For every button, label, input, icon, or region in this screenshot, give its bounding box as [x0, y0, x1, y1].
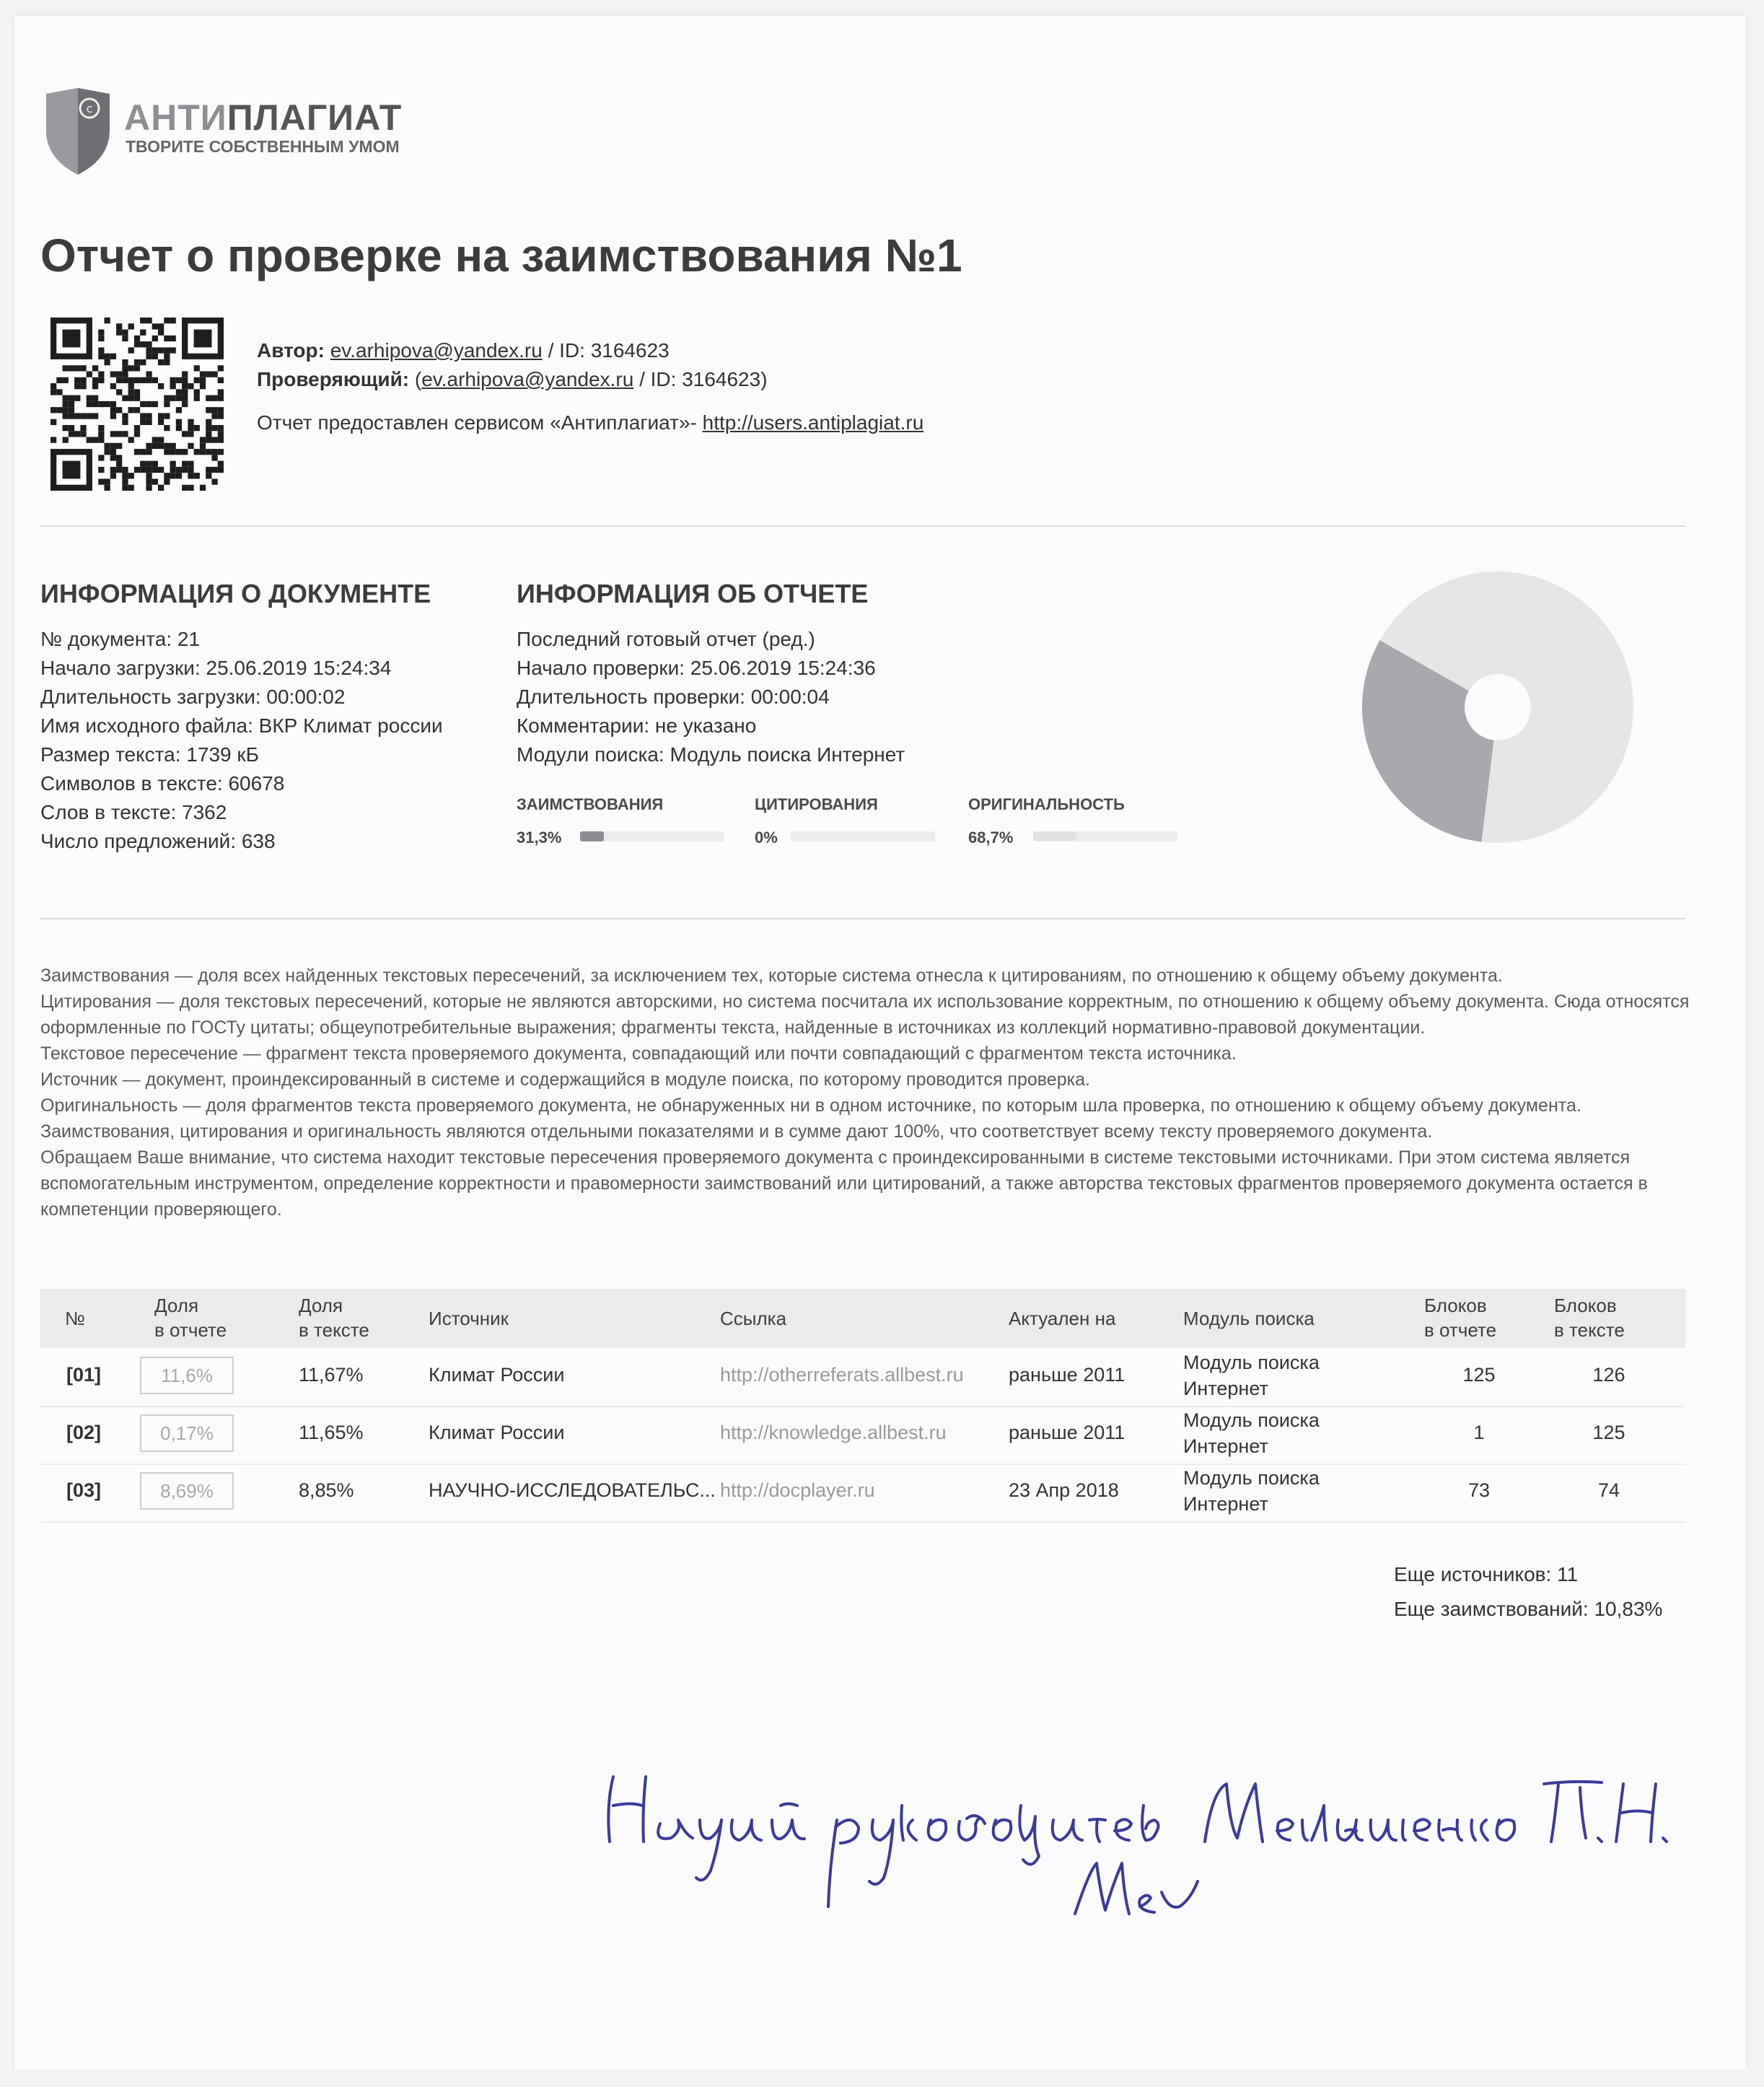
author-id: / ID: 3164623 [542, 339, 670, 362]
row-actual: раньше 2011 [1009, 1364, 1125, 1386]
qr-code [51, 318, 224, 491]
row-module [1183, 1349, 1320, 1401]
table-row[interactable] [40, 1348, 1685, 1407]
definition-paragraph: Заимствования, цитирования и оригинальность являются отдельными показателями и в сумме дают 100%, что соответствует всему тексту проверяемого документа. [40, 1121, 1433, 1142]
pie-center-hole [1465, 674, 1531, 740]
checker-id: / ID: 3164623) [633, 368, 768, 390]
row-share-report[interactable]: 11,6% [140, 1357, 234, 1394]
col-num-header: № [65, 1308, 85, 1329]
author-line [257, 339, 670, 362]
report-info-line: Последний готовый отчет (ред.) [517, 628, 815, 650]
sources-table-header [40, 1289, 1685, 1348]
doc-info-line: Имя исходного файла: ВКР Климат россии [40, 714, 443, 737]
col-blocks-report-header [1424, 1293, 1496, 1342]
row-share-text: 11,65% [299, 1422, 364, 1443]
originality-bar [1033, 831, 1177, 841]
col-actual-header: Актуален на [1009, 1308, 1116, 1329]
col-link-header: Ссылка [720, 1308, 787, 1329]
citation-value: 0% [755, 828, 778, 846]
logo-name [124, 97, 402, 139]
row-module-l1: Модуль поиска [1183, 1409, 1320, 1431]
page-title: Отчет о проверке на заимствования №1 [40, 229, 962, 281]
handwritten-signature [592, 1762, 1732, 1935]
checker-label: Проверяющий: [257, 368, 410, 390]
report-page [14, 16, 1746, 2070]
svg-text:c: c [86, 102, 93, 115]
row-num: [01] [66, 1364, 102, 1386]
originality-bar-fill [1033, 831, 1076, 841]
row-num: [03] [66, 1479, 102, 1501]
definition-paragraph: Источник — документ, проиндексированный в системе и содержащийся в модуле поиска, по которому проводится проверка. [40, 1069, 1090, 1090]
col-blocks-text-header-l1: Блоков [1554, 1295, 1617, 1316]
col-blocks-report-header-l1: Блоков [1424, 1295, 1487, 1316]
divider-middle [40, 918, 1685, 919]
col-share-report-header-l1: Доля [154, 1295, 199, 1316]
col-blocks-text-header-l2: в тексте [1554, 1319, 1625, 1341]
report-info-line: Начало проверки: 25.06.2019 15:24:36 [517, 657, 876, 679]
row-blocks-report: 73 [1467, 1479, 1491, 1501]
table-row[interactable] [40, 1406, 1685, 1465]
doc-info-line: № документа: 21 [40, 628, 201, 650]
service-link[interactable]: http://users.antiplagiat.ru [702, 411, 924, 434]
report-info-line: Длительность проверки: 00:00:04 [517, 686, 830, 708]
col-module-header: Модуль поиска [1183, 1308, 1315, 1329]
definitions-block [40, 963, 1693, 1222]
more-sources-label: Еще источников: [1394, 1563, 1552, 1585]
more-sources [1394, 1563, 1578, 1586]
row-module-l2: Интернет [1183, 1378, 1268, 1399]
row-share-text: 8,85% [299, 1479, 354, 1501]
definition-paragraph: Оригинальность — доля фрагментов текста проверяемого документа, не обнаруженных ни в одном источнике, по которым шла проверка, по отношению к общему объему документа. [40, 1095, 1581, 1116]
row-source: НАУЧНО-ИССЛЕДОВАТЕЛЬС... [429, 1479, 716, 1501]
row-source: Климат России [429, 1422, 565, 1443]
row-link[interactable]: http://knowledge.allbest.ru [720, 1422, 947, 1443]
row-num: [02] [66, 1422, 102, 1443]
doc-info-line: Длительность загрузки: 00:00:02 [40, 686, 346, 708]
doc-info-line: Число предложений: 638 [40, 830, 276, 852]
col-source-header: Источник [429, 1308, 509, 1329]
logo-name-part2: ПЛАГИАТ [227, 97, 403, 138]
borrowing-label: ЗАИМСТВОВАНИЯ [517, 795, 664, 813]
col-share-report-header [154, 1293, 227, 1342]
row-module-l1: Модуль поиска [1183, 1467, 1320, 1489]
report-info-line: Модули поиска: Модуль поиска Интернет [517, 743, 905, 766]
row-share-report[interactable]: 8,69% [140, 1472, 234, 1510]
row-module [1183, 1407, 1320, 1459]
definition-paragraph: Заимствования — доля всех найденных текстовых пересечений, за исключением тех, которые система отнесла к цитированиям, по отношению к общему объему документа. [40, 966, 1503, 986]
definition-paragraph: Текстовое пересечение — фрагмент текста проверяемого документа, совпадающий или почти совпадающий с фрагментом текста источника. [40, 1044, 1237, 1064]
more-borrowings-label: Еще заимствований: [1394, 1598, 1589, 1620]
col-share-text-header-l2: в тексте [299, 1319, 369, 1341]
logo-name-part1: АНТИ [124, 97, 227, 138]
col-blocks-report-header-l2: в отчете [1424, 1319, 1497, 1341]
citation-bar [791, 831, 935, 841]
originality-label: ОРИГИНАЛЬНОСТЬ [968, 795, 1125, 813]
row-source: Климат России [429, 1364, 565, 1386]
row-blocks-text: 126 [1592, 1364, 1625, 1386]
checker-open-paren: ( [414, 368, 422, 390]
borrowing-value: 31,3% [517, 828, 562, 846]
row-link[interactable]: http://otherreferats.allbest.ru [720, 1364, 964, 1386]
col-share-text-header-l1: Доля [299, 1295, 343, 1316]
definition-paragraph: Цитирования — доля текстовых пересечений, которые не являются авторскими, но система посчитала их использование корректным, по отношению к общему объему документа. Сюда относятся оформленные по ГОСТу цитаты; общеупотребительные выражения; фрагменты текста, найденные в источниках из коллекций нормативно-правовой документации. [40, 992, 1690, 1038]
checker-line [257, 368, 768, 391]
row-share-text: 11,67% [299, 1364, 364, 1386]
author-email-link[interactable]: ev.arhipova@yandex.ru [330, 339, 543, 362]
logo-tagline: ТВОРИТЕ СОБСТВЕННЫМ УМОМ [126, 137, 400, 156]
table-row[interactable] [40, 1463, 1685, 1523]
row-module-l2: Интернет [1183, 1435, 1268, 1457]
col-blocks-text-header [1554, 1293, 1625, 1342]
originality-value: 68,7% [968, 828, 1014, 846]
row-link[interactable]: http://docplayer.ru [720, 1479, 875, 1501]
report-info-line: Комментарии: не указано [517, 714, 757, 737]
row-blocks-report: 125 [1462, 1364, 1496, 1386]
service-line [257, 411, 923, 434]
author-label: Автор: [257, 339, 325, 362]
doc-info-line: Слов в тексте: 7362 [40, 801, 227, 823]
borrowing-bar [580, 831, 724, 841]
col-share-text-header [299, 1293, 369, 1342]
borrowing-bar-fill [580, 831, 604, 841]
service-text: Отчет предоставлен сервисом «Антиплагиат»- [257, 411, 703, 434]
doc-info-heading: ИНФОРМАЦИЯ О ДОКУМЕНТЕ [40, 579, 431, 608]
citation-label: ЦИТИРОВАНИЯ [755, 795, 878, 813]
more-borrowings [1394, 1598, 1662, 1621]
doc-info-line: Символов в тексте: 60678 [40, 772, 285, 795]
divider-top [40, 525, 1685, 527]
row-module [1183, 1465, 1320, 1517]
report-info-heading: ИНФОРМАЦИЯ ОБ ОТЧЕТЕ [517, 579, 869, 608]
row-share-report[interactable]: 0,17% [140, 1414, 234, 1452]
col-share-report-header-l2: в отчете [154, 1319, 227, 1341]
result-pie-chart [1361, 570, 1635, 844]
row-module-l2: Интернет [1183, 1493, 1268, 1515]
more-sources-value: 11 [1557, 1563, 1579, 1585]
row-blocks-text: 74 [1597, 1479, 1620, 1501]
doc-info-line: Начало загрузки: 25.06.2019 15:24:34 [40, 657, 392, 679]
row-module-l1: Модуль поиска [1183, 1352, 1320, 1373]
row-blocks-report: 1 [1473, 1422, 1485, 1443]
row-blocks-text: 125 [1592, 1422, 1625, 1443]
row-actual: 23 Апр 2018 [1009, 1479, 1119, 1501]
checker-email-link[interactable]: ev.arhipova@yandex.ru [421, 368, 634, 390]
more-borrowings-value: 10,83% [1594, 1598, 1663, 1620]
antiplagiat-shield-logo-icon [42, 87, 114, 176]
doc-info-line: Размер текста: 1739 кБ [40, 743, 259, 766]
row-actual: раньше 2011 [1009, 1422, 1125, 1443]
definition-paragraph: Обращаем Ваше внимание, что система находит текстовые пересечения проверяемого документа с проиндексированными в системе текстовыми источниками. При этом система является вспомогательным инструментом, определение корректности и правомерности заимствований или цитирований, а также авторства текстовых фрагментов проверяемого документа остается в компетенции проверяющего. [40, 1147, 1648, 1220]
